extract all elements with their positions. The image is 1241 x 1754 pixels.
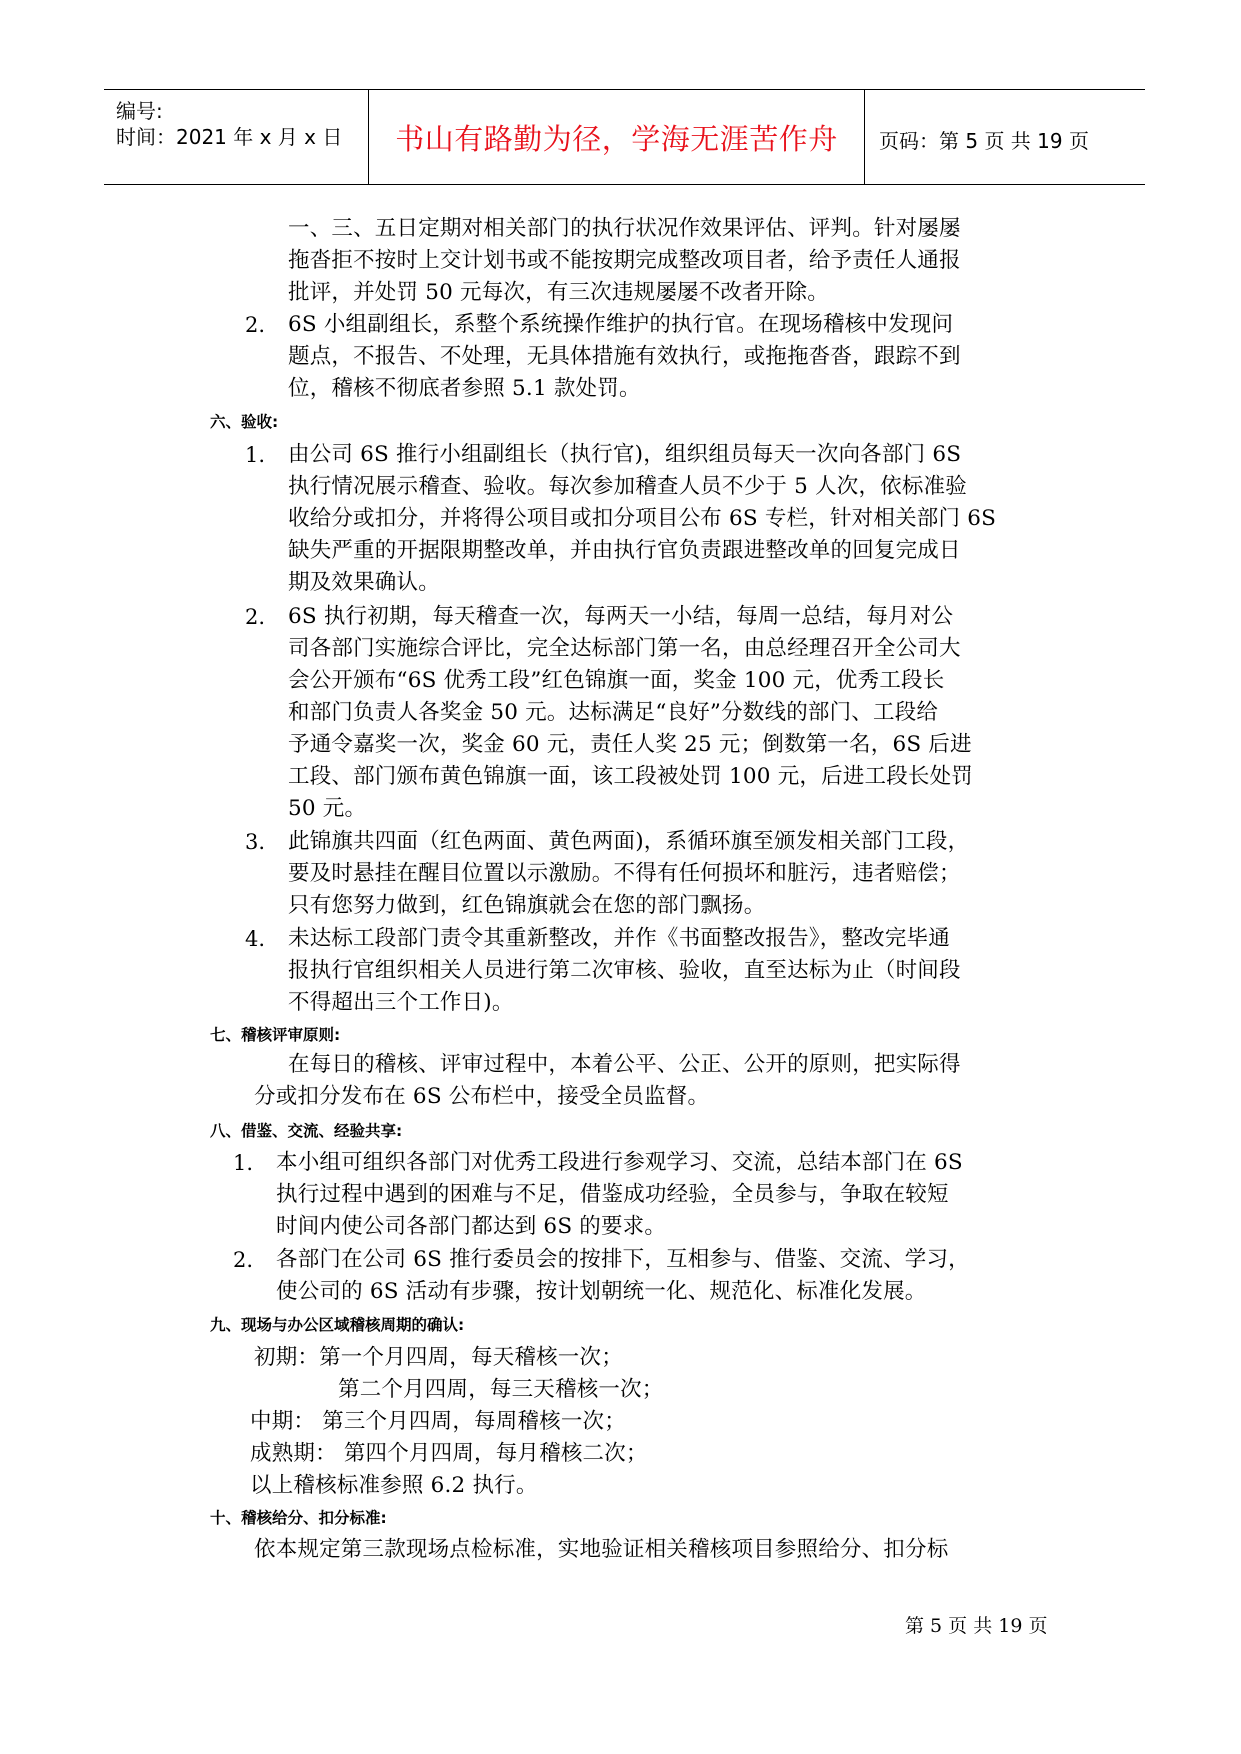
paragraph-line: 收给分或扣分，并将得公项目或扣分项目公布 6S 专栏，针对相关部门 6S — [288, 506, 997, 531]
section-heading: 六、验收: — [210, 413, 279, 431]
header-left-cell — [104, 90, 368, 184]
paragraph-line: 6S 执行初期，每天稽查一次，每两天一小结，每周一总结，每月对公 — [288, 604, 954, 629]
paragraph-line: 6S 小组副组长，系整个系统操作维护的执行官。在现场稽核中发现问 — [288, 312, 954, 337]
paragraph-line: 只有您努力做到，红色锦旗就会在您的部门飘扬。 — [288, 893, 766, 918]
paragraph-line: 拖沓拒不按时上交计划书或不能按期完成整改项目者，给予责任人通报 — [288, 248, 961, 273]
paragraph-line: 此锦旗共四面（红色两面、黄色两面)，系循环旗至颁发相关部门工段， — [288, 829, 970, 854]
paragraph-line: 执行情况展示稽查、验收。每次参加稽查人员不少于 5 人次，依标准验 — [288, 474, 967, 499]
list-number: 1. — [245, 443, 266, 467]
header-page-cell — [865, 90, 1145, 184]
document-number-label: 编号: — [116, 99, 163, 123]
paragraph-line: 执行过程中遇到的困难与不足，借鉴成功经验，全员参与，争取在较短 — [276, 1182, 949, 1207]
section-heading: 十、稽核给分、扣分标准: — [210, 1509, 387, 1527]
paragraph-line: 位，稽核不彻底者参照 5.1 款处罚。 — [288, 376, 641, 401]
header-page-number: 页码：第 5 页 共 19 页 — [879, 129, 1089, 153]
paragraph-line: 一、三、五日定期对相关部门的执行状况作效果评估、评判。针对屡屡 — [288, 216, 961, 241]
list-number: 2. — [245, 313, 266, 337]
paragraph-line: 由公司 6S 推行小组副组长（执行官)，组织组员每天一次向各部门 6S — [288, 442, 962, 467]
paragraph-line: 时间内使公司各部门都达到 6S 的要求。 — [276, 1214, 667, 1239]
paragraph-line: 分或扣分发布在 6S 公布栏中，接受全员监督。 — [254, 1084, 710, 1109]
paragraph-line: 50 元。 — [288, 796, 367, 821]
paragraph-line: 会公开颁布“6S 优秀工段”红色锦旗一面，奖金 100 元，优秀工段长 — [288, 668, 945, 693]
paragraph-line: 使公司的 6S 活动有步骤，按计划朝统一化、规范化、标准化发展。 — [276, 1279, 927, 1304]
paragraph-line: 批评，并处罚 50 元每次，有三次违规屡屡不改者开除。 — [288, 280, 829, 305]
paragraph-line: 第二个月四周，每三天稽核一次； — [338, 1377, 664, 1402]
paragraph-line: 未达标工段部门责令其重新整改，并作《书面整改报告》，整改完毕通 — [288, 926, 950, 951]
paragraph-line: 依本规定第三款现场点检标准，实地验证相关稽核项目参照给分、扣分标 — [254, 1537, 949, 1562]
paragraph-line: 本小组可组织各部门对优秀工段进行参观学习、交流，总结本部门在 6S — [276, 1150, 963, 1175]
paragraph-line: 予通令嘉奖一次，奖金 60 元，责任人奖 25 元；倒数第一名，6S 后进 — [288, 732, 972, 757]
paragraph-line: 在每日的稽核、评审过程中，本着公平、公正、公开的原则，把实际得 — [288, 1052, 961, 1077]
paragraph-line: 中期： 第三个月四周，每周稽核一次； — [250, 1409, 626, 1434]
paragraph-line: 以上稽核标准参照 6.2 执行。 — [250, 1473, 538, 1498]
paragraph-line: 司各部门实施综合评比，完全达标部门第一名，由总经理召开全公司大 — [288, 636, 961, 661]
section-heading: 七、稽核评审原则: — [210, 1026, 341, 1044]
paragraph-line: 缺失严重的开据限期整改单，并由执行官负责跟进整改单的回复完成日 — [288, 538, 961, 563]
page-header — [104, 89, 1145, 185]
list-number: 4. — [245, 927, 266, 951]
document-time-label: 时间：2021 年 x 月 x 日 — [116, 125, 343, 149]
section-heading: 九、现场与办公区域稽核周期的确认: — [210, 1316, 465, 1334]
paragraph-line: 初期：第一个月四周，每天稽核一次； — [254, 1345, 623, 1370]
paragraph-line: 工段、部门颁布黄色锦旗一面，该工段被处罚 100 元，后进工段长处罚 — [288, 764, 974, 789]
paragraph-line: 和部门负责人各奖金 50 元。达标满足“良好”分数线的部门、工段给 — [288, 700, 939, 725]
paragraph-line: 不得超出三个工作日)。 — [288, 990, 514, 1015]
paragraph-line: 题点，不报告、不处理，无具体措施有效执行，或拖拖沓沓，跟踪不到 — [288, 344, 961, 369]
paragraph-line: 成熟期： 第四个月四周，每月稽核二次； — [250, 1441, 648, 1466]
paragraph-line: 各部门在公司 6S 推行委员会的按排下，互相参与、借鉴、交流、学习， — [276, 1247, 970, 1272]
section-heading: 八、借鉴、交流、经验共享: — [210, 1122, 403, 1140]
paragraph-line: 要及时悬挂在醒目位置以示激励。不得有任何损坏和脏污，违者赔偿； — [288, 861, 961, 886]
list-number: 1. — [233, 1151, 254, 1175]
list-number: 2. — [233, 1248, 254, 1272]
header-motto: 书山有路勤为径，学海无涯苦作舟 — [395, 122, 838, 156]
page-footer-number: 第 5 页 共 19 页 — [905, 1615, 1048, 1637]
list-number: 3. — [245, 830, 266, 854]
list-number: 2. — [245, 605, 266, 629]
header-motto-cell — [368, 90, 865, 184]
paragraph-line: 报执行官组织相关人员进行第二次审核、验收，直至达标为止（时间段 — [288, 958, 961, 983]
paragraph-line: 期及效果确认。 — [288, 570, 440, 595]
